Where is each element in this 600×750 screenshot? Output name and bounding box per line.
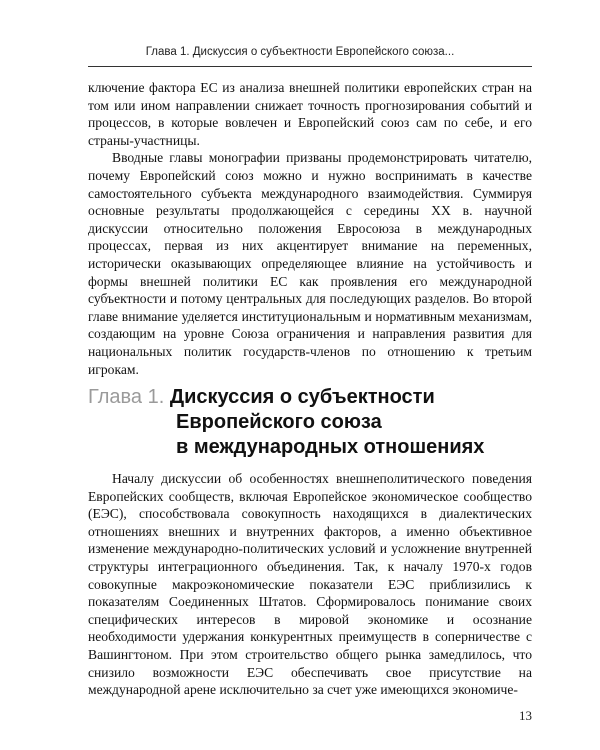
chapter-title-line-3: в международных отношениях	[176, 436, 485, 458]
chapter-label: Глава 1.	[88, 386, 165, 408]
chapter-title-line-2: Европейского союза	[176, 411, 382, 433]
chapter-text-block	[88, 470, 532, 699]
chapter-heading	[88, 385, 532, 460]
chapter-heading-line	[88, 385, 532, 410]
header-rule	[88, 66, 532, 67]
paragraph: Началу дискуссии об особенностях внешнеполитического поведения Европейских сообществ, включая Европейское экономическое сообщество (ЕЭС), способствовала совокупность находящихся в диалектических отношениях внешних и внутренних факторов, а именно объективное изменение международно-политических условий и усложнение внутренней структуры интеграционного объединения. Так, к началу 1970-х годов совокупные макроэкономические показатели ЕЭС приблизились к показателям Соединенных Штатов. Сформировалось понимание своих специфических интересов в мировой экономике и осознание необходимости удержания конкурентных преимуществ в соперничестве с Вашингтоном. При этом строительство общего рынка замедлилось, что снизило возможности ЕЭС обеспечивать свое присутствие на международной арене исключительно за счет уже имеющихся экономиче-	[88, 471, 532, 698]
paragraph: ключение фактора ЕС из анализа внешней политики европейских стран на том или ином направлении снижает точность прогнозирования событий и процессов, в которые вовлечен и Европейский союз сам по себе, и его страны-участницы.	[88, 80, 532, 148]
intro-text-block	[88, 79, 532, 378]
page-number: 13	[519, 708, 532, 723]
paragraph: Вводные главы монографии призваны продемонстрировать читателю, почему Европейский союз можно и нужно воспринимать в качестве самостоятельного субъекта международного взаимодействия. Суммируя основные результаты продолжающейся с середины XX в. научной дискуссии относительно положения Евросоюза в международных процессах, первая из них акцентирует внимание на переменных, исторически оказывающих определяющее влияние на устойчивость и формы внешней политики ЕС как проявления его международной субъектности и потому центральных для последующих разделов. Во второй главе внимание уделяется институциональным и нормативным механизмам, создающим на уровне Союза ограничения и направления развития для национальных политик государств-членов по отношению к третьим игрокам.	[88, 150, 532, 377]
running-head: Глава 1. Дискуссия о субъектности Европейского союза...	[145, 46, 455, 58]
chapter-title-line-1: Дискуссия о субъектности	[169, 386, 435, 408]
